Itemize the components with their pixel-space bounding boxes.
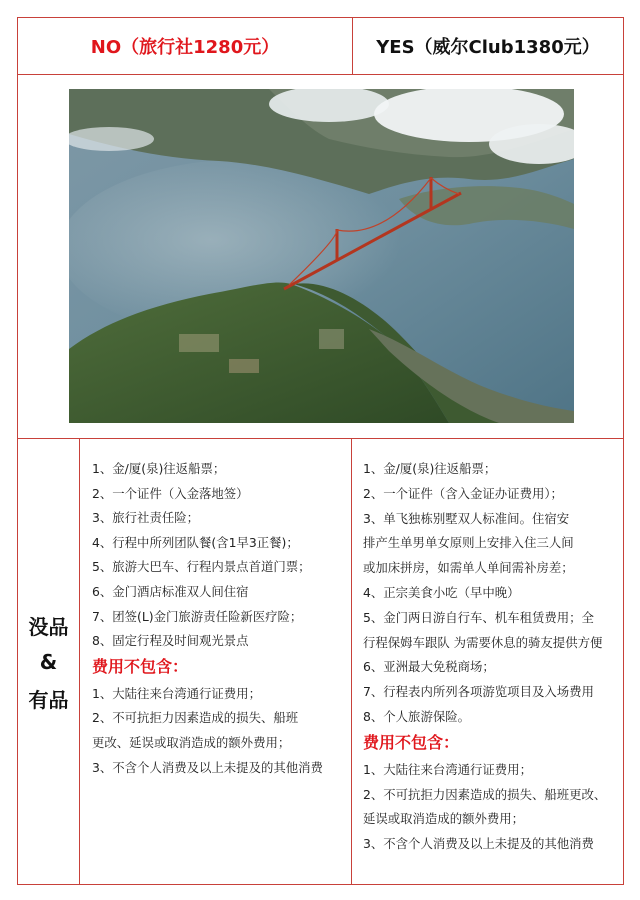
list-item: 2、不可抗拒力因素造成的损失、船班更改、	[363, 786, 607, 802]
list-item: 8、个人旅游保险。	[363, 708, 471, 724]
list-item: 7、团签(L)金门旅游责任险新医疗险；	[92, 608, 303, 624]
list-item: 2、一个证件（含入金证办证费用）；	[363, 485, 563, 501]
header-row	[18, 18, 623, 75]
list-item: 6、亚洲最大免税商场；	[363, 659, 495, 675]
list-item: 或加床拼房，如需单人单间需补房差；	[363, 560, 574, 576]
list-item: 排产生单男单女原则上安排入住三人间	[363, 535, 574, 551]
details-row	[18, 438, 623, 885]
list-item: 6、金门酒店标准双人间住宿	[92, 583, 249, 599]
row-label-line-1: 没品	[28, 615, 69, 639]
list-item: 4、行程中所列团队餐(含1早3正餐)；	[92, 534, 299, 550]
list-item: 3、单飞独栋别墅双人标准间。住宿安	[363, 510, 570, 526]
yes-option-details	[353, 439, 623, 885]
list-item: 4、正宗美食小吃（早中晚）	[363, 584, 520, 600]
yes-excluded-list	[363, 758, 623, 857]
list-item: 更改、延误或取消造成的额外费用；	[92, 734, 291, 750]
row-label-ampersand: &	[39, 650, 58, 674]
comparison-table	[17, 17, 624, 885]
list-item: 3、旅行社责任险；	[92, 510, 200, 526]
list-item: 2、不可抗拒力因素造成的损失、船班	[92, 710, 299, 726]
list-item: 3、不含个人消费及以上未提及的其他消费	[92, 759, 323, 775]
list-item: 7、行程表内所列各项游览项目及入场费用	[363, 684, 594, 700]
no-excluded-list	[92, 682, 351, 780]
list-item: 行程保姆车跟队 为需要休息的骑友提供方便	[363, 634, 603, 650]
yes-excluded-title: 费用不包含：	[363, 732, 460, 752]
list-item: 延误或取消造成的额外费用；	[363, 811, 525, 827]
no-included-list	[92, 457, 351, 654]
no-option-details	[80, 439, 352, 885]
list-item: 3、不含个人消费及以上未提及的其他消费	[363, 836, 594, 852]
no-option-header: NO（旅行社1280元）	[18, 18, 353, 74]
yes-included-list	[363, 457, 623, 730]
list-item: 5、旅游大巴车、行程内景点首道门票；	[92, 559, 311, 575]
list-item: 1、金/厦(泉)往返船票；	[363, 461, 497, 476]
row-label	[18, 439, 80, 885]
yes-option-header: YES（威尔Club1380元）	[376, 37, 600, 58]
list-item: 1、大陆往来台湾通行证费用；	[92, 685, 261, 701]
list-item: 1、大陆往来台湾通行证费用；	[363, 761, 532, 777]
row-label-line-3: 有品	[28, 688, 69, 712]
aerial-bridge-photo	[69, 89, 574, 423]
list-item: 5、金门两日游自行车、机车租赁费用；全	[363, 609, 594, 625]
no-excluded-title: 费用不包含：	[92, 656, 189, 676]
list-item: 8、固定行程及时间观光景点	[92, 633, 249, 649]
list-item: 2、一个证件（入金落地签）	[92, 485, 249, 501]
list-item: 1、金/厦(泉)往返船票；	[92, 461, 226, 476]
